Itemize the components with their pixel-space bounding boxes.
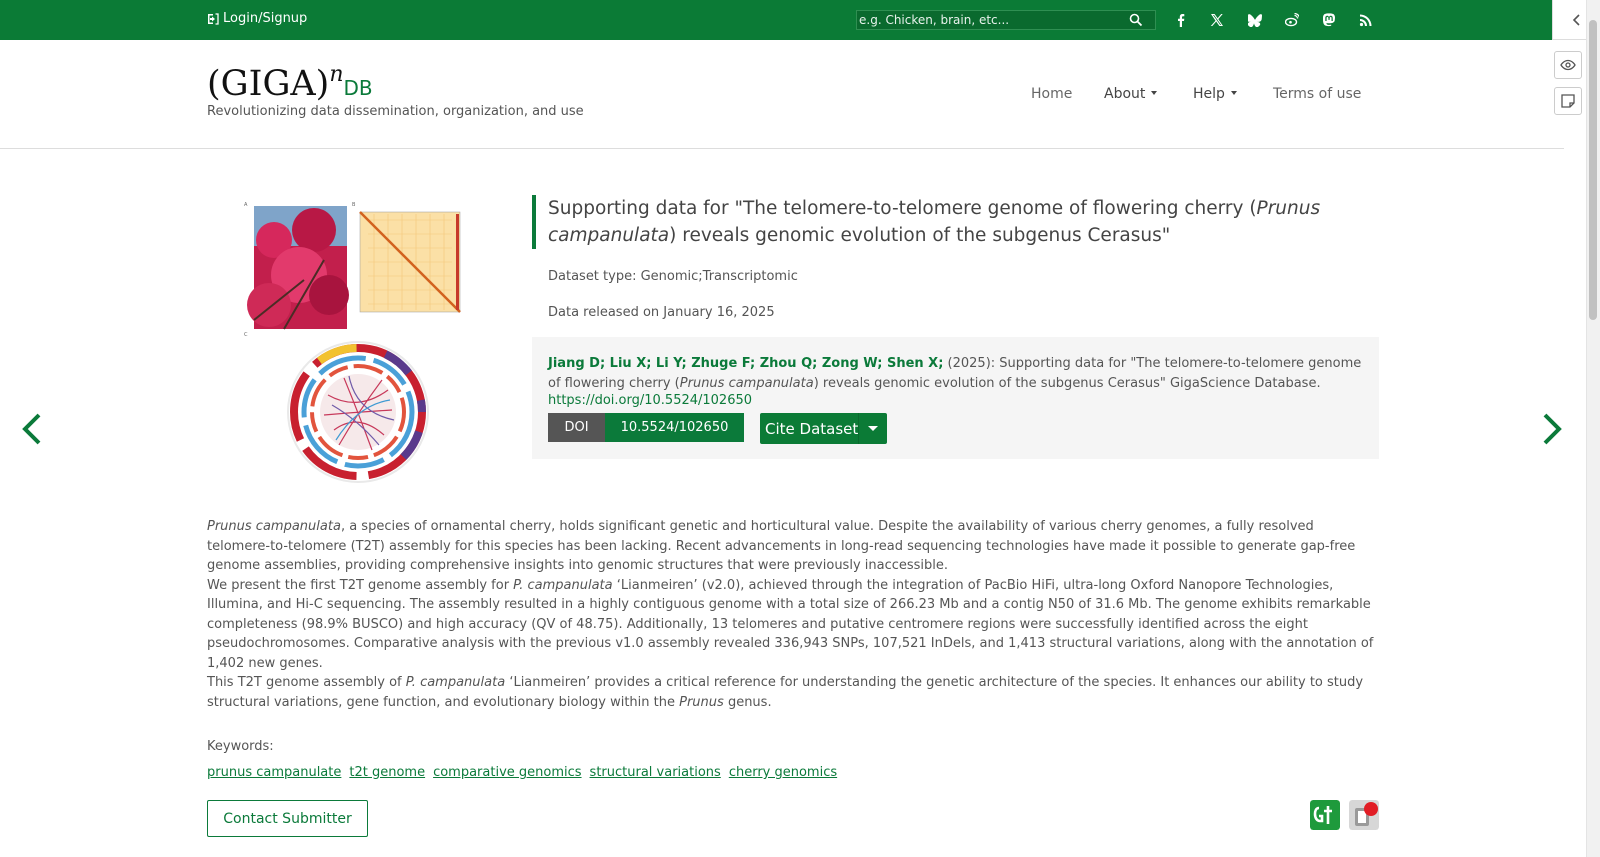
dataset-description (207, 517, 1379, 712)
nav-help[interactable]: Help (1193, 86, 1237, 102)
cite-dataset-label: Cite Dataset (765, 419, 859, 438)
nav-terms[interactable]: Terms of use (1273, 86, 1362, 102)
release-date: Data released on January 16, 2025 (548, 305, 775, 320)
dataset-title-block (532, 195, 1328, 249)
contact-submitter-button[interactable]: Contact Submitter (207, 800, 368, 837)
x-icon[interactable] (1208, 11, 1226, 29)
keywords-label: Keywords: (207, 739, 274, 754)
nav-home[interactable]: Home (1031, 86, 1073, 102)
doi-badge[interactable] (548, 413, 744, 442)
svg-text:B: B (352, 202, 356, 208)
search-icon[interactable] (1129, 13, 1143, 27)
next-dataset-arrow-icon[interactable] (1540, 412, 1564, 446)
svg-text:A: A (244, 202, 248, 208)
nav-about[interactable]: About (1104, 86, 1157, 102)
keyword-link[interactable]: cherry genomics (728, 765, 838, 780)
login-link[interactable] (207, 11, 307, 26)
keyword-link[interactable]: comparative genomics (433, 765, 582, 780)
description-paragraph-3: This T2T genome assembly of P. campanulata ‘Lianmeiren’ provides a critical reference for understanding the genetic architecture of the species. It enhances our ability to study structural variations, gene function, and evolutionary biology within the Prunus genus. (207, 675, 1364, 710)
mastodon-icon[interactable] (1320, 11, 1338, 29)
search-input[interactable] (857, 13, 1122, 27)
mendeley-icon[interactable] (1349, 800, 1379, 830)
scrollbar-thumb[interactable] (1589, 20, 1597, 320)
author-links[interactable]: Jiang D; Liu X; Li Y; Zhuge F; Zhou Q; Zong W; Shen X; (548, 356, 944, 371)
cite-dataset-button[interactable] (760, 413, 887, 444)
description-paragraph-2: We present the first T2T genome assembly for P. campanulata ‘Lianmeiren’ (v2.0), achieved through the integration of PacBio HiFi, ultra-long Oxford Nanopore Technologies, Illumina, and Hi-C sequencing. The assembly resulted in a highly contiguous genome with a total size of 266.23 Mb and a contig N50 of 31.6 Mb. The genome exhibits remarkable completeness (98.9% BUSCO) and high accuracy (QV of 48.75). Additionally, 13 telomeres and putative centromere regions were successfully identified across the eight pseudochromosomes. Comparative analysis with the previous v1.0 assembly revealed 336,943 SNPs, 107,521 InDels, and 1,413 structural variations, along with the annotation of 1,402 new genes. (207, 577, 1374, 671)
sign-in-icon (207, 13, 219, 25)
keyword-list (207, 765, 837, 780)
rss-icon[interactable] (1357, 11, 1375, 29)
site-header (0, 40, 1564, 149)
dataset-title: Supporting data for "The telomere-to-telomere genome of flowering cherry (Prunus campanulata) reveals genomic evolution of the subgenus Cerasus" (548, 198, 1321, 246)
button-divider (858, 413, 859, 444)
doi-badge-value: 10.5524/102650 (605, 413, 744, 442)
keyword-link[interactable]: prunus campanulate (207, 765, 342, 780)
tagline: Revolutionizing data dissemination, organization, and use (207, 104, 584, 119)
citation-box (532, 337, 1379, 459)
caret-down-icon (1151, 91, 1157, 95)
facebook-icon[interactable] (1172, 11, 1190, 29)
gigadb-logo[interactable]: (GIGA)$^n$DB (207, 62, 373, 104)
doi-url-link[interactable]: https://doi.org/10.5524/102650 (548, 393, 753, 408)
top-bar (0, 0, 1552, 40)
dataset-type: Dataset type: Genomic;Transcriptomic (548, 269, 798, 284)
doi-badge-label: DOI (548, 413, 605, 442)
chevron-left-icon (1572, 14, 1582, 26)
svg-text:C: C (244, 332, 248, 338)
gigadb-share-icon[interactable] (1310, 800, 1340, 830)
weibo-icon[interactable] (1283, 11, 1301, 29)
bluesky-icon[interactable] (1246, 11, 1264, 29)
description-paragraph-1: Prunus campanulata, a species of ornamental cherry, holds significant genetic and horticultural value. Despite the availability of various cherry genomes, a fully resolved telomere-to-telomere (T2T) assembly for this species has been lacking. Recent advancements in long-read sequencing technologies have made it possible to generate gap-free genome assemblies, providing comprehensive insights into genomic structures that were previously inaccessible. (207, 519, 1356, 573)
keyword-link[interactable]: structural variations (589, 765, 721, 780)
previous-dataset-arrow-icon[interactable] (20, 412, 44, 446)
search-box (856, 10, 1156, 30)
caret-down-icon[interactable] (868, 426, 878, 431)
login-label: Login/Signup (223, 11, 308, 26)
caret-down-icon (1231, 91, 1237, 95)
keyword-link[interactable]: t2t genome (349, 765, 426, 780)
dataset-figure (244, 200, 472, 492)
citation-text: Jiang D; Liu X; Li Y; Zhuge F; Zhou Q; Zong W; Shen X; (2025): Supporting data for "The telomere-to-telomere genome of flowering cherry (Prunus campanulata) reveals genomic evolution of the subgenus Cerasus" GigaScience Database. (548, 356, 1362, 391)
